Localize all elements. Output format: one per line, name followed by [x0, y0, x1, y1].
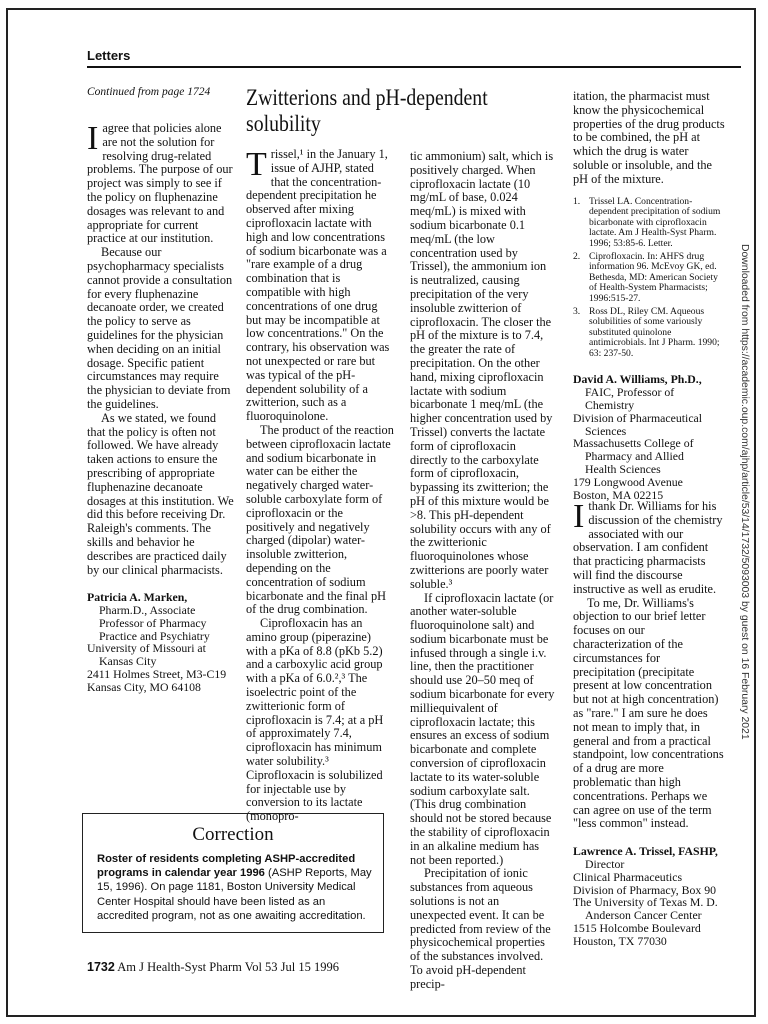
- correction-text: (ASHP Reports, May 15, 1996). On page 1181, Boston University Medical Center Hospital should have been listed as an accredited program, not as one awaiting accreditation.: [97, 867, 372, 922]
- signature-name: David A. Williams, Ph.D.,: [573, 372, 702, 387]
- article-para-7: itation, the pharmacist must know the physicochemical properties of the drug products to be combined, the pH at which the drug is water soluble or insoluble, and the pH of the mixture.: [573, 89, 725, 186]
- correction-title: Correction: [192, 824, 274, 845]
- reference-text: Ciprofloxacin. In: AHFS drug information 96. McEvoy GK, ed. Bethesda, MD: American Society of Health-System Pharmacists; 1996:515-27.: [589, 250, 718, 304]
- article-text-1: rissel,¹ in the January 1, issue of AJHP, stated that the concentration-dependent precipitation he observed after mixing ciprofloxacin lactate with high and low concentrations of sodium bicarbonate was a "rare example of a drug combination that is compatible with high concentrations of one drug but may be incompatible at low concentrations." On the contrary, his observation was not unexpected or rare but was typical of the pH-dependent solubility of a zwitterion, such as a fluoroquinolone.: [246, 147, 390, 424]
- article-para-4: tic ammonium) salt, which is positively charged. When ciprofloxacin lactate (10 mg/mL of base, 0.024 meq/mL) is mixed with sodium bicarbonate 0.1 meq/mL (the low concentration used by Trissel), the ammonium ion is neutralized, causing precipitation of the very insoluble zwitterion of ciprofloxacin. The closer the pH of the mixture is to 7.4, the greater the rate of precipitation. On the other hand, mixing ciprofloxacin lactate with sodium bicarbonate 1 meq/mL (the higher concentration used by Trissel) converts the lactate form of ciprofloxacin directly to the carboxylate form of ciprofloxacin, bypassing its zwitterion; the pH of this mixture would be >8. This pH-dependent solubility occurs with any of the zwitterionic fluoroquinolones whose zwitterions are poorly water soluble.³: [410, 149, 554, 591]
- article-title: Zwitterions and pH-dependent solubility: [246, 85, 488, 136]
- signature-line: 2411 Holmes Street, M3-C19: [87, 667, 227, 682]
- reference-list: [573, 197, 725, 360]
- reference-item: [573, 252, 725, 305]
- signature-line: Health Sciences: [585, 462, 661, 477]
- signature-line: 179 Longwood Avenue: [573, 474, 683, 489]
- letter1-para-2: Because our psychopharmacy specialists cannot provide a consultation for every fluphenazine decanoate order, we created the policy to serve as guidelines for the physician when deciding on an initial dosage. Specific patient circumstances may require the physician to deviate from the guidelines.: [87, 245, 233, 411]
- article-para-2: The product of the reaction between ciprofloxacin lactate and sodium bicarbonate in water can be either the negatively charged water-soluble carboxylate form of ciprofloxacin or the positively and negatively charged (dipolar) water-insoluble zwitterion, depending on the concentration of sodium bicarbonate and the final pH of the drug combination.: [246, 422, 394, 617]
- download-watermark-text: Downloaded from https://academic.oup.com/ajhp/article/53/14/1732/5093003 by guest on 16 February 2021: [739, 244, 750, 740]
- signature-line: Kansas City: [99, 654, 157, 669]
- article-para-5: If ciprofloxacin lactate (or another water-soluble fluoroquinolone salt) and sodium bicarbonate must be infused through a single i.v. line, then the practitioner should use 20–50 meq of sodium bicarbonate for every milliequivalent of ciprofloxacin lactate; this ensures an excess of sodium bicarbonate and complete conversion of ciprofloxacin lactate to its water-soluble sodium carboxylate salt. (This drug combination should not be stored because the stability of ciprofloxacin in an alkaline medium has not been reported.): [410, 590, 555, 867]
- signature-line: FAIC, Professor of: [585, 385, 675, 400]
- signature-line: Kansas City, MO 64108: [87, 679, 201, 694]
- article-para-6: Precipitation of ionic substances from aqueous solutions is not an unexpected event. It can be predicted from review of the physicochemical properties of the substances involved. To avoid pH-dependent precip-: [410, 866, 551, 991]
- signature-line: Pharm.D., Associate: [99, 603, 196, 618]
- journal-citation: Am J Health-Syst Pharm Vol 53 Jul 15 1996: [117, 960, 340, 974]
- page-footer: [87, 960, 339, 975]
- signature-line: The University of Texas M. D.: [573, 895, 718, 910]
- signature-line: Sciences: [585, 423, 627, 438]
- download-watermark: [738, 244, 758, 794]
- letter1-column: [87, 122, 235, 694]
- signature-line: Massachusetts College of: [573, 436, 694, 451]
- signature-line: Practice and Psychiatry: [99, 628, 210, 643]
- article-para-1: [246, 148, 394, 424]
- signature-line: Division of Pharmaceutical: [573, 410, 703, 425]
- signature-line: Division of Pharmacy, Box 90: [573, 882, 717, 897]
- correction-box: [82, 813, 384, 933]
- letter1-dropcap: I: [87, 120, 99, 157]
- article-para-3: Ciprofloxacin has an amino group (piperazine) with a pKa of 8.8 (pKb 5.2) and a carboxylic acid group with a pKa of 6.0.²,³ The isoelectric point of the zwitterionic form of ciprofloxacin is 7.4; at a pH of approximately 7.4, ciprofloxacin has minimum water solubility.³ Ciprofloxacin is solubilized for injectable use by conversion to its lactate (monopro-: [246, 616, 384, 824]
- article-column-1: [246, 148, 394, 824]
- signature-line: Pharmacy and Allied: [585, 449, 684, 464]
- article-signature: [573, 373, 725, 501]
- reply-para-2: To me, Dr. Williams's objection to our brief letter focuses on our characterization of the circumstances for precipitation (precipitate present at low concentration but not at high concentration) as "rare." I am sure he does not mean to imply that, in general and from a practical standpoint, low concentrations of a drug are more problematic than high concentrations. Perhaps we can agree on use of the term "less common" instead.: [573, 595, 724, 831]
- signature-line: 1515 Holcombe Boulevard: [573, 920, 701, 935]
- signature-line: Director: [585, 856, 625, 871]
- reference-item: [573, 307, 725, 360]
- signature-name: Patricia A. Marken,: [87, 590, 188, 605]
- reference-item: [573, 197, 725, 250]
- letter1-signature: [87, 591, 235, 693]
- signature-line: Anderson Cancer Center: [585, 908, 702, 923]
- reply-para-1: [573, 500, 725, 597]
- signature-line: Clinical Pharmaceutics: [573, 869, 683, 884]
- correction-body: [97, 852, 373, 923]
- section-label: Letters: [87, 48, 131, 63]
- continued-note: Continued from page 1724: [87, 86, 211, 98]
- page-number: 1732: [87, 960, 115, 974]
- reference-number: 2.: [573, 250, 581, 262]
- signature-line: Professor of Pharmacy: [99, 615, 207, 630]
- reply-signature: [573, 845, 725, 947]
- signature-line: Boston, MA 02215: [573, 487, 664, 502]
- reference-text: Trissel LA. Concentration-dependent precipitation of sodium bicarbonate with ciprofloxacin lactate. Am J Health-Syst Pharm. 1996; 53:85-6. Letter.: [589, 195, 721, 249]
- signature-name: Lawrence A. Trissel, FASHP,: [573, 844, 718, 859]
- reply-column: [573, 500, 725, 948]
- reply-dropcap: I: [573, 498, 585, 535]
- reference-text: Ross DL, Riley CM. Aqueous solubilities of some variously substituted quinolone antimicrobials. Int J Pharm. 1990; 63: 237-50.: [589, 305, 720, 359]
- article-column-2: [410, 150, 556, 992]
- article-dropcap: T: [246, 146, 267, 183]
- correction-bold: Roster of residents completing ASHP-accredited programs in calendar year 1996: [97, 853, 356, 880]
- reference-number: 3.: [573, 305, 581, 317]
- article-column-3: [573, 90, 725, 501]
- letter1-para-1: [87, 122, 235, 246]
- reference-number: 1.: [573, 195, 581, 207]
- signature-line: Houston, TX 77030: [573, 933, 667, 948]
- letter1-para-3: As we stated, we found that the policy is often not followed. We have already taken actions to ensure the prescribing of appropriate fluphenazine decanoate dosages at this institution. We did this before receiving Dr. Raleigh's comments. The skills and behavior he describes are practiced daily by our clinical pharmacists.: [87, 410, 234, 577]
- letter1-text-1: agree that policies alone are not the solution for resolving drug-related problems. The purpose of our project was simply to see if the policy on fluphenazine dosages was relevant to and appropriate for current practice at our institution.: [87, 121, 233, 246]
- header-rule: [87, 66, 741, 68]
- signature-line: University of Missouri at: [87, 641, 206, 656]
- signature-line: Chemistry: [585, 398, 635, 413]
- reply-text-1: thank Dr. Williams for his discussion of the chemistry associated with our observation. I am confident that practicing pharmacists will find the discourse instructive as well as erudite.: [573, 499, 723, 596]
